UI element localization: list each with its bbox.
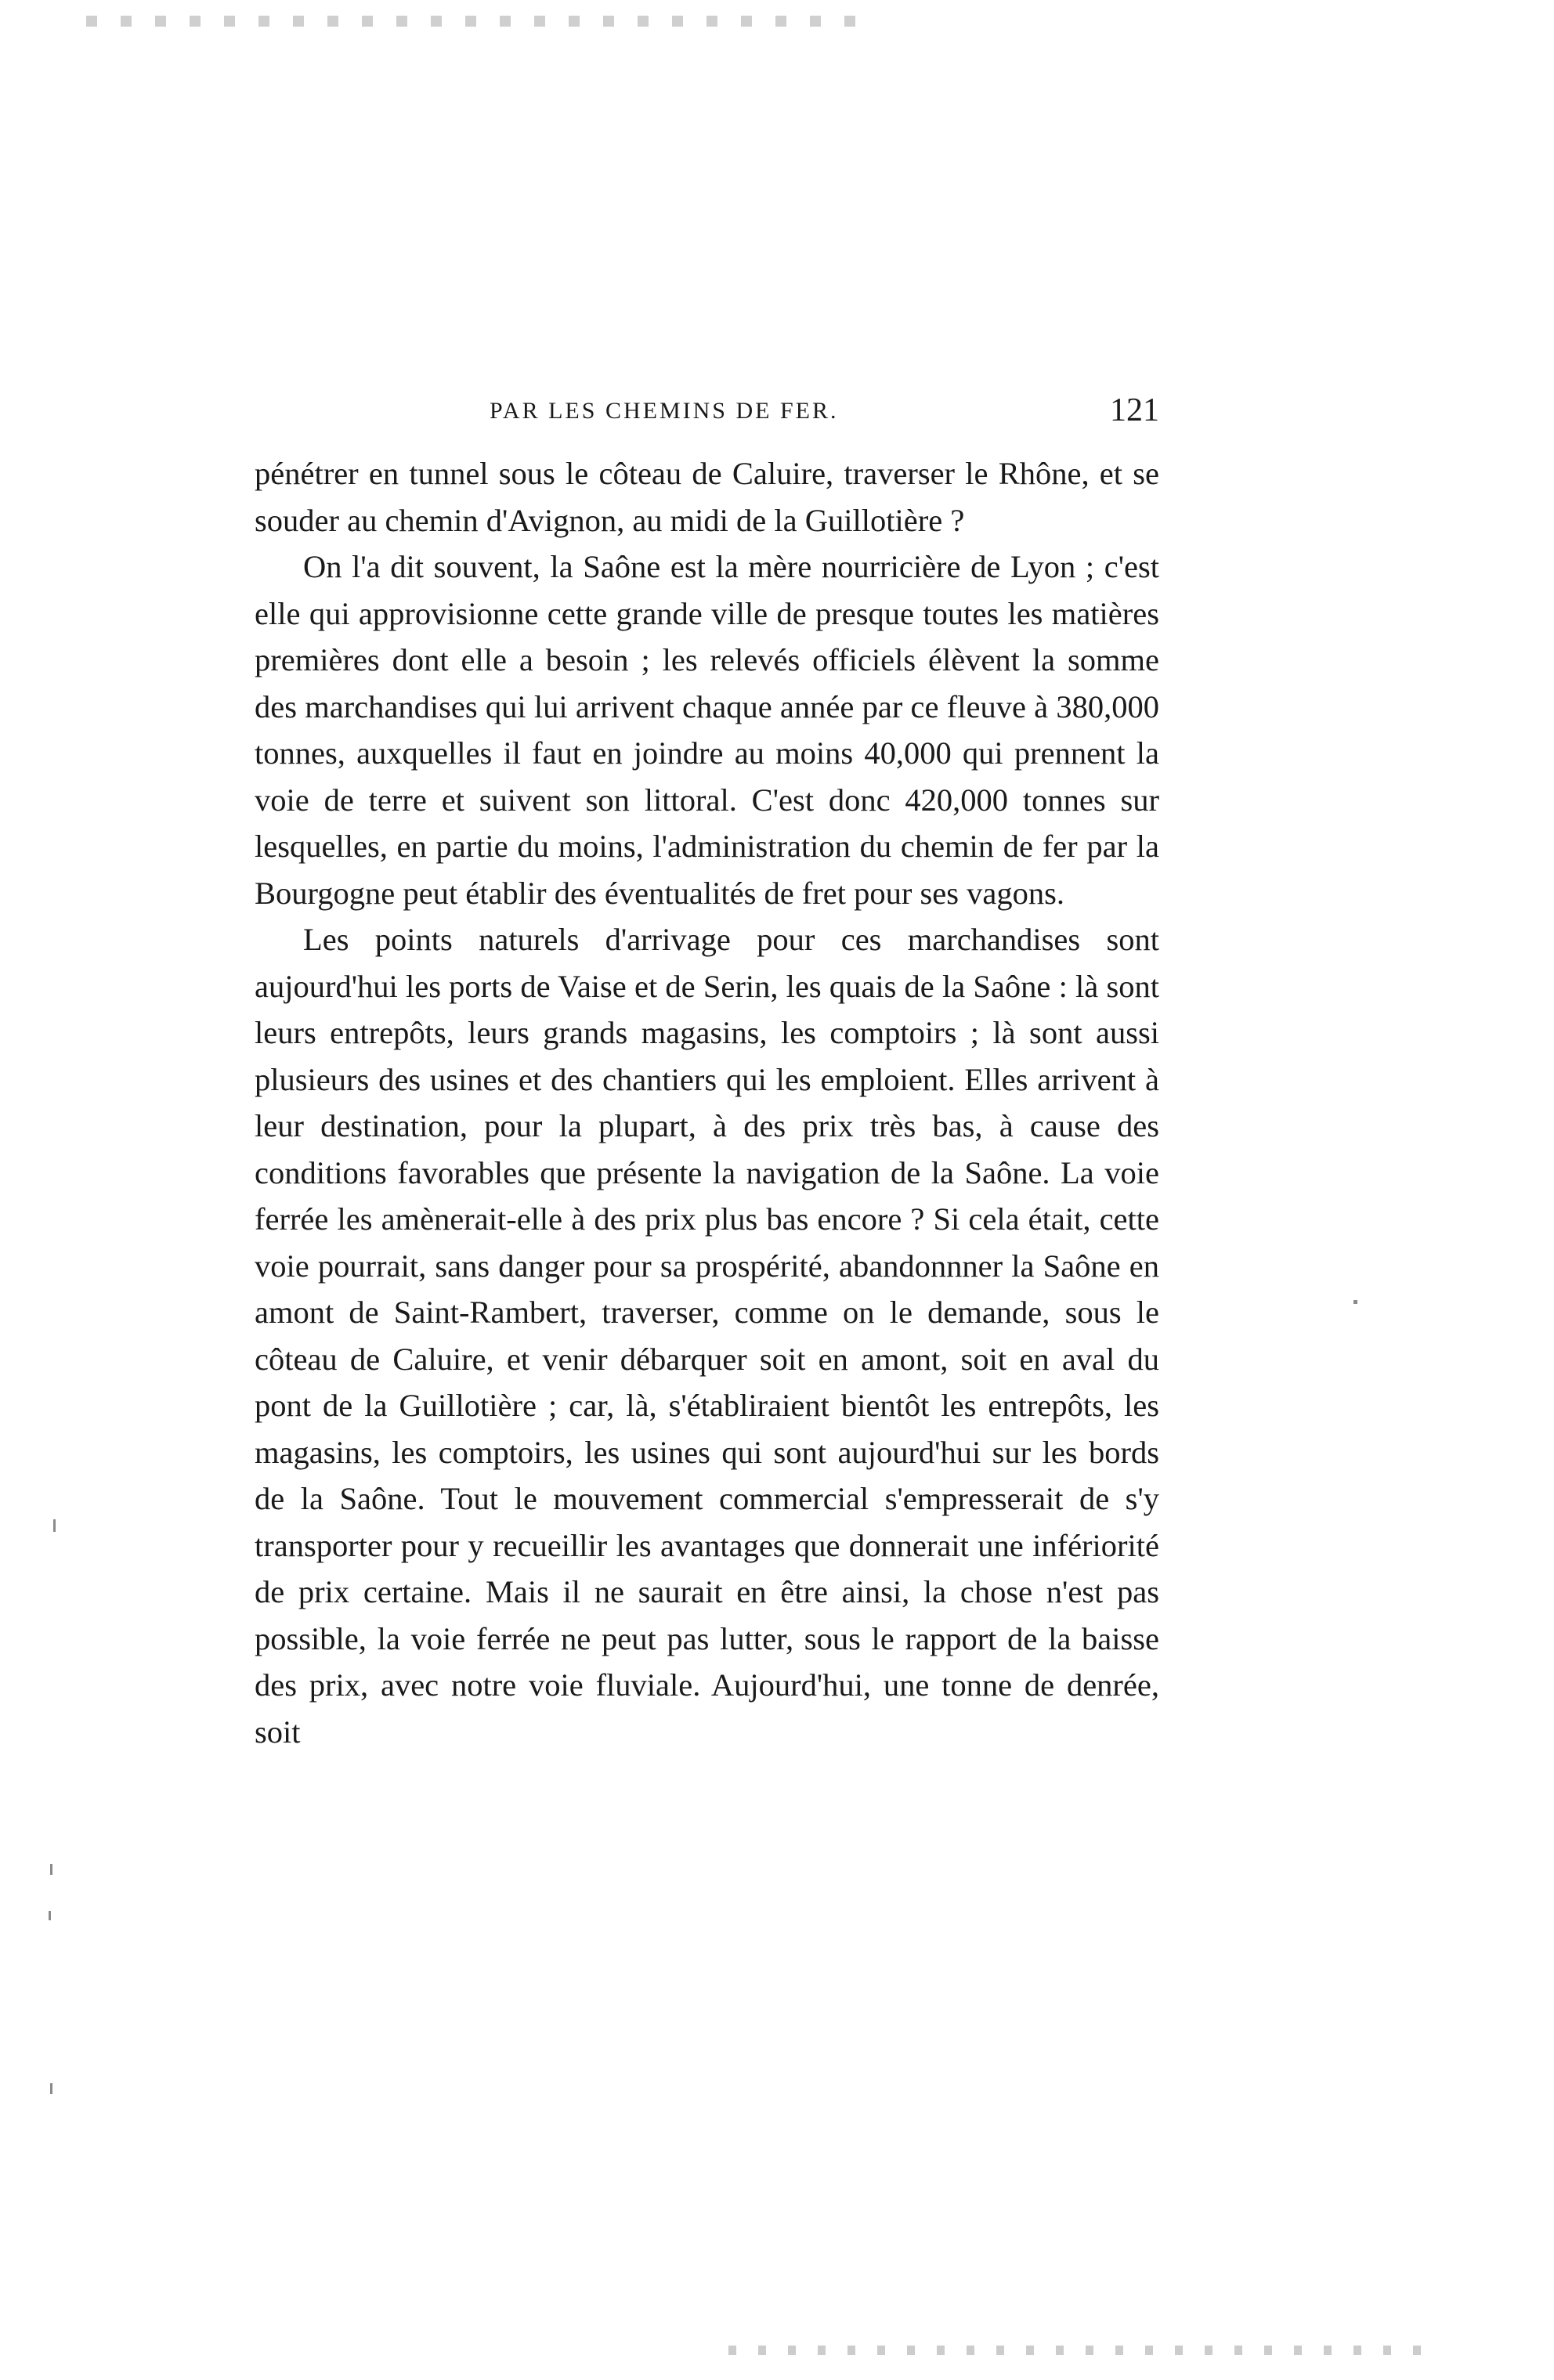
body-text [255,450,1159,1755]
paragraph-continuation: pénétrer en tunnel sous le côteau de Caluire, traverser le Rhône, et se souder au chemin d'Avignon, au midi de la Guillotière ? [255,456,1159,538]
scan-artifact-top [86,16,869,27]
paragraph: On l'a dit souvent, la Saône est la mère nourricière de Lyon ; c'est elle qui approvisionne cette grande ville de presque toutes les matières premières dont elle a besoin ; les relevés officiels élèvent la somme des marchandises qui lui arrivent chaque année par ce fleuve à 380,000 tonnes, auxquelles il faut en joindre au moins 40,000 qui prennent la voie de terre et suivent son littoral. C'est donc 420,000 tonnes sur lesquelles, en partie du moins, l'administration du chemin de fer par la Bourgogne peut établir des éventualités de fret pour ses vagons. [255,549,1159,911]
scan-speck [49,1911,51,1920]
scan-speck [50,2083,52,2094]
scan-speck [1353,1300,1357,1304]
running-title: PAR LES CHEMINS DE FER. [490,398,839,424]
page-number: 121 [1110,392,1159,428]
running-head [255,392,1159,439]
scan-artifact-bottom [728,2346,1433,2355]
scan-speck [53,1519,56,1532]
scan-speck [50,1864,52,1875]
paragraph: Les points naturels d'arrivage pour ces marchandises sont aujourd'hui les ports de Vaise et de Serin, les quais de la Saône : là sont leurs entrepôts, leurs grands magasins, les comptoirs ; là sont aussi plusieurs des usines et des chantiers qui les emploient. Elles arrivent à leur destination, pour la plupart, à des prix très bas, à cause des conditions favorables que présente la navigation de la Saône. La voie ferrée les amènerait-elle à des prix plus bas encore ? Si cela était, cette voie pourrait, sans danger pour sa prospérité, abandonnner la Saône en amont de Saint-Rambert, traverser, comme on le demande, sous le côteau de Caluire, et venir débarquer soit en amont, soit en aval du pont de la Guillotière ; car, là, s'établiraient bientôt les entrepôts, les magasins, les comptoirs, les usines qui sont aujourd'hui sur les bords de la Saône. Tout le mouvement commercial s'empresserait de s'y transporter pour y recueillir les avantages que donnerait une infériorité de prix certaine. Mais il ne saurait en être ainsi, la chose n'est pas possible, la voie ferrée ne peut pas lutter, sous le rapport de la baisse des prix, avec notre voie fluviale. Aujourd'hui, une tonne de denrée, soit [255,922,1159,1750]
